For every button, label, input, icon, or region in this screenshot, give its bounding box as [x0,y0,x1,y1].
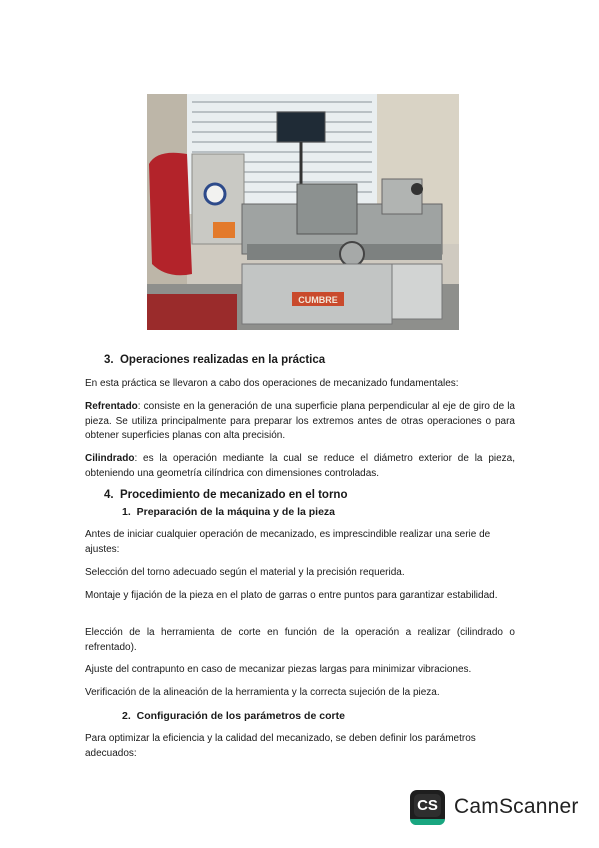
subsection-1-title: Preparación de la máquina y de la pieza [136,506,336,518]
section-4-title: Procedimiento de mecanizado en el torno [119,489,348,501]
step-item: Montaje y fijación de la pieza en el plato de garras o entre puntos para garantizar estabilidad. [85,590,498,601]
refrentado-paragraph [85,400,515,444]
subsection-2-number: 2. [122,710,131,722]
cilindrado-paragraph [85,452,515,481]
section-4-heading [104,489,347,501]
step-item: Ajuste del contrapunto en caso de mecanizar piezas largas para minimizar vibraciones. [85,664,472,675]
subsection-1-intro: Antes de iniciar cualquier operación de mecanizado, es imprescindible realizar una serie de ajustes: [85,529,491,555]
lathe-brand-label: CUMBRE [298,295,338,305]
section-4-number: 4. [104,489,114,501]
camscanner-watermark [410,790,580,826]
refrentado-text: : consiste en la generación de una superficie plana perpendicular al eje de giro de la pieza. Se utiliza principalmente para preparar los extremos antes de otras operaciones o para obtener superficies planas con alta precisión. [85,401,515,441]
lathe-photo [147,94,459,330]
camscanner-logo-icon [410,790,445,825]
camscanner-wordmark: CamScanner [454,795,579,818]
subsection-2-heading [122,710,345,722]
step-item: Verificación de la alineación de la herramienta y la correcta sujeción de la pieza. [85,687,440,698]
cilindrado-term: Cilindrado [85,453,135,464]
step-item: Selección del torno adecuado según el material y la precisión requerida. [85,567,405,578]
subsection-2-intro: Para optimizar la eficiencia y la calidad del mecanizado, se deben definir los parámetros adecuados: [85,733,476,759]
subsection-1-heading [122,506,335,518]
camscanner-badge-text: CS [414,794,441,817]
subsection-2-title: Configuración de los parámetros de corte [136,710,345,722]
step-item: Elección de la herramienta de corte en función de la operación a realizar (cilindrado o refrentado). [85,627,515,653]
lathe-photo-drawing [147,94,459,330]
section-3-number: 3. [104,354,114,366]
section-3-intro: En esta práctica se llevaron a cabo dos operaciones de mecanizado fundamentales: [85,378,459,389]
subsection-1-number: 1. [122,506,131,518]
refrentado-term: Refrentado [85,401,138,412]
section-3-heading [104,354,325,366]
cilindrado-text: : es la operación mediante la cual se reduce el diámetro exterior de la pieza, obteniendo una geometría cilíndrica con dimensiones controladas. [85,453,515,479]
section-3-title: Operaciones realizadas en la práctica [119,354,326,366]
